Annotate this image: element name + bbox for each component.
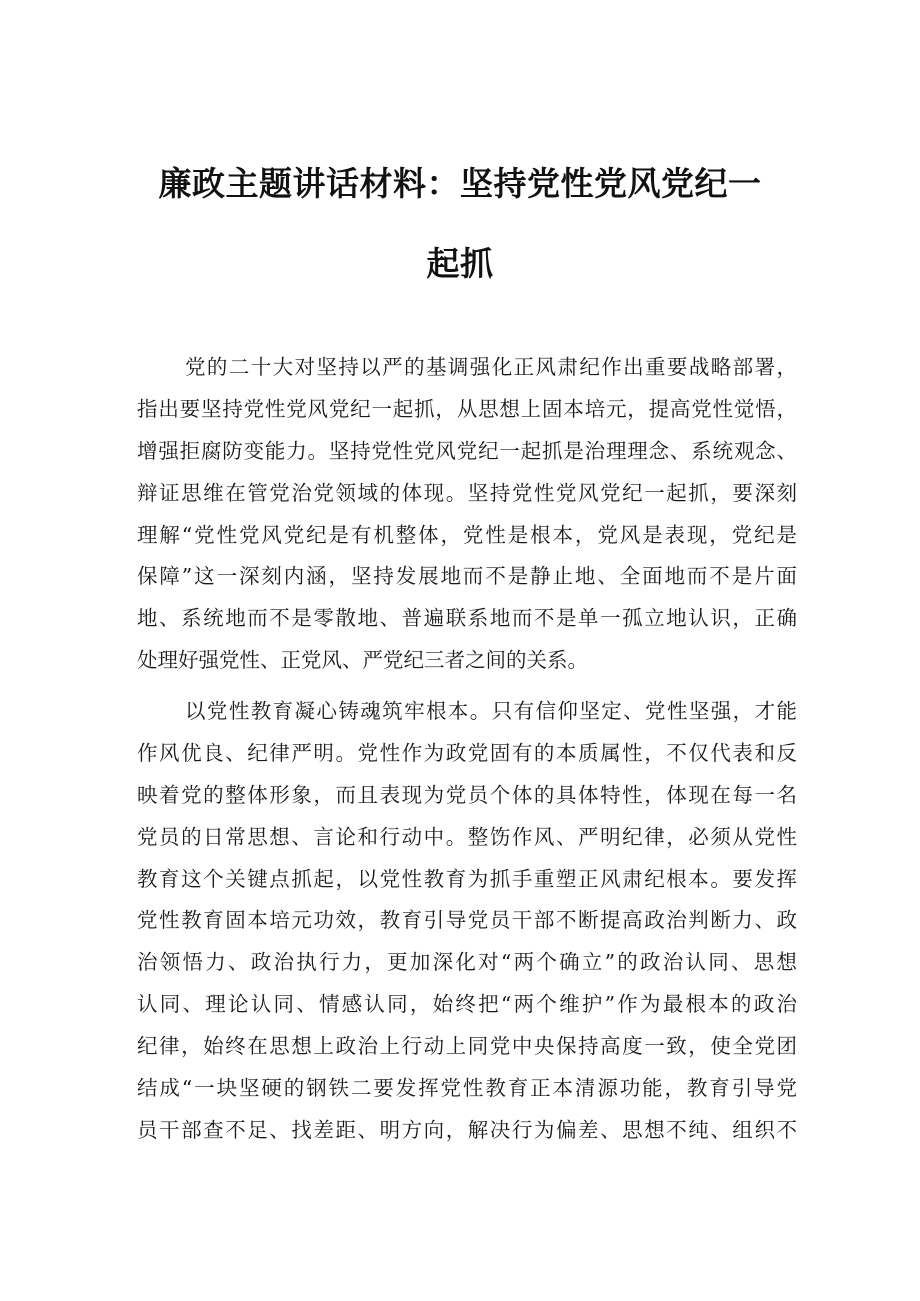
paragraph-1 <box>137 347 797 682</box>
paragraph-line: 理解“党性党风党纪是有机整体，党性是根本，党风是表现，党纪是 <box>137 522 797 547</box>
paragraph-line: 治领悟力、政治执行力，更加深化对“两个确立”的政治认同、思想 <box>137 950 797 975</box>
paragraph-line: 员干部查不足、找差距、明方向，解决行为偏差、思想不纯、组织不 <box>137 1117 797 1142</box>
paragraph-line: 处理好强党性、正党风、严党纪三者之间的关系。 <box>137 648 588 673</box>
paragraph-line: 辩证思维在管党治党领域的体现。坚持党性党风党纪一起抓，要深刻 <box>137 480 797 505</box>
paragraph-line: 增强拒腐防变能力。坚持党性党风党纪一起抓是治理理念、系统观念、 <box>137 438 797 463</box>
paragraph-line: 作风优良、纪律严明。党性作为政党固有的本质属性，不仅代表和反 <box>137 740 797 765</box>
paragraph-line: 结成“一块坚硬的钢铁二要发挥党性教育正本清源功能，教育引导党 <box>137 1076 797 1101</box>
paragraph-line: 保障”这一深刻内涵，坚持发展地而不是静止地、全面地而不是片面 <box>137 564 797 589</box>
paragraph-line: 党的二十大对坚持以严的基调强化正风肃纪作出重要战略部署， <box>185 355 797 379</box>
paragraph-2 <box>137 691 797 1152</box>
paragraph-line: 党性教育固本培元功效，教育引导党员干部不断提高政治判断力、政 <box>137 908 797 933</box>
document-title-line-2: 起抓 <box>426 244 494 283</box>
paragraph-line: 党员的日常思想、言论和行动中。整饬作风、严明纪律，必须从党性 <box>137 824 797 849</box>
paragraph-line: 认同、理论认同、情感认同，始终把“两个维护”作为最根本的政治 <box>137 992 797 1017</box>
paragraph-line: 映着党的整体形象，而且表现为党员个体的具体特性，体现在每一名 <box>137 782 797 807</box>
paragraph-line: 地、系统地而不是零散地、普遍联系地而不是单一孤立地认识，正确 <box>137 606 797 631</box>
paragraph-line: 纪律，始终在思想上政治上行动上同党中央保持高度一致，使全党团 <box>137 1034 797 1059</box>
document-title-line-1: 廉政主题讲话材料：坚持党性党风党纪一 <box>158 164 762 203</box>
paragraph-line: 指出要坚持党性党风党纪一起抓，从思想上固本培元，提高党性觉悟， <box>137 396 797 421</box>
paragraph-line: 教育这个关键点抓起，以党性教育为抓手重塑正风肃纪根本。要发挥 <box>137 866 797 891</box>
paragraph-line: 以党性教育凝心铸魂筑牢根本。只有信仰坚定、党性坚强，才能 <box>185 699 797 723</box>
